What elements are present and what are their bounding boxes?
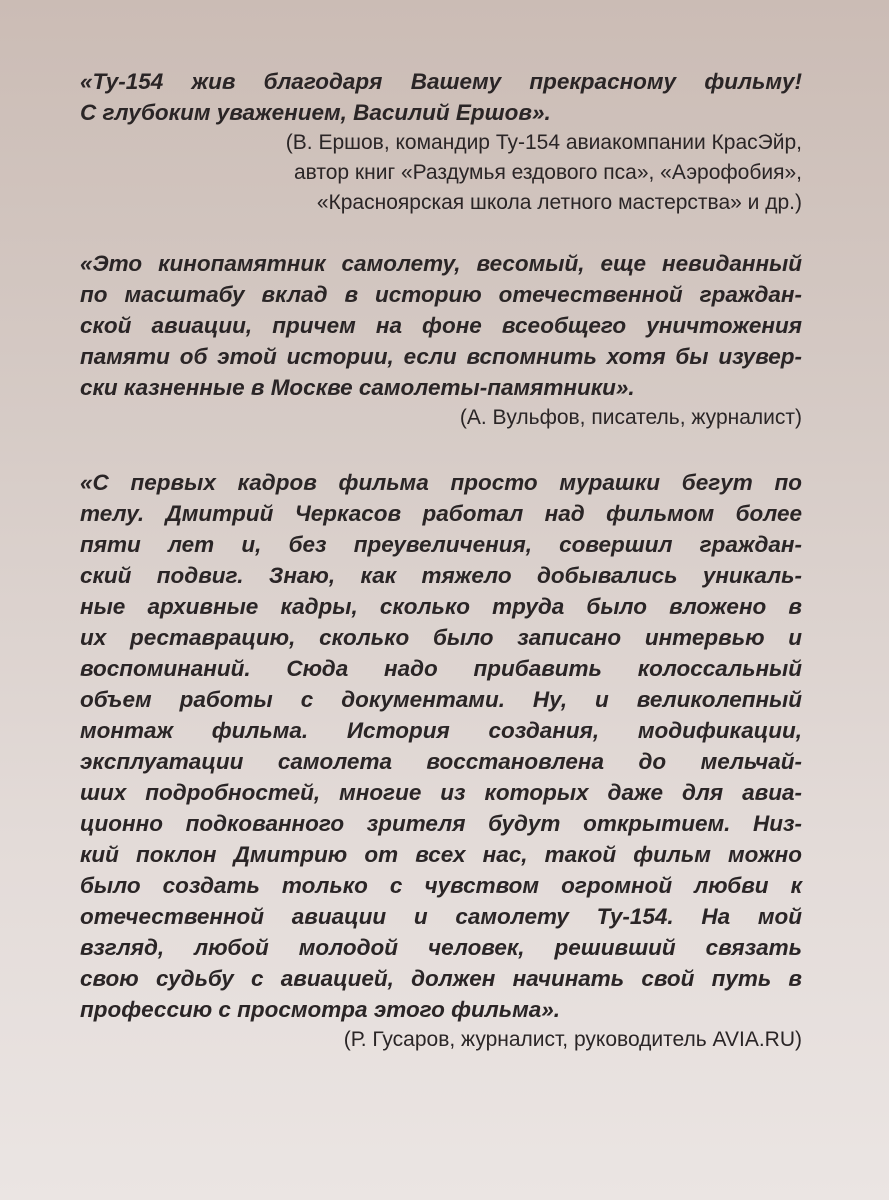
quote-line: «Это кинопамятник самолету, весомый, еще невиданный bbox=[80, 251, 802, 276]
quote-line: кий поклон Дмитрию от всех нас, такой фильм можно bbox=[80, 842, 802, 867]
quote-line: ные архивные кадры, сколько труда было вложено в bbox=[80, 594, 802, 619]
quote-line: свою судьбу с авиацией, должен начинать свой путь в bbox=[80, 966, 802, 991]
attribution-line: (В. Ершов, командир Ту-154 авиакомпании КрасЭйр, bbox=[285, 131, 802, 154]
attribution-line: (Р. Гусаров, журналист, руководитель AVIA.RU) bbox=[343, 1028, 802, 1051]
quote-text bbox=[80, 467, 802, 1025]
quote-line: «Ту-154 жив благодаря Вашему прекрасному фильму! bbox=[80, 69, 802, 94]
testimonial-gusarov bbox=[80, 467, 802, 1055]
attribution-line: (А. Вульфов, писатель, журналист) bbox=[459, 406, 802, 429]
quote-line: ски казненные в Москве самолеты-памятники». bbox=[80, 375, 635, 400]
quote-line: их реставрацию, сколько было записано интервью и bbox=[80, 625, 802, 650]
testimonials-page bbox=[80, 66, 802, 1055]
quote-line: телу. Дмитрий Черкасов работал над фильмом более bbox=[80, 501, 802, 526]
quote-line: отечественной авиации и самолету Ту-154. На мой bbox=[80, 904, 802, 929]
quote-line: С глубоким уважением, Василий Ершов». bbox=[80, 100, 551, 125]
quote-line: объем работы с документами. Ну, и великолепный bbox=[80, 687, 802, 712]
quote-text bbox=[80, 248, 802, 403]
quote-attribution bbox=[80, 403, 802, 433]
quote-line: было создать только с чувством огромной любви к bbox=[80, 873, 802, 898]
quote-line: «С первых кадров фильма просто мурашки бегут по bbox=[80, 470, 802, 495]
testimonial-ershov bbox=[80, 66, 802, 218]
quote-line: взгляд, любой молодой человек, решивший связать bbox=[80, 935, 802, 960]
attribution-line: «Красноярская школа летного мастерства» и др.) bbox=[316, 191, 802, 214]
quote-line: памяти об этой истории, если вспомнить хотя бы изувер- bbox=[80, 344, 802, 369]
quote-attribution bbox=[80, 1025, 802, 1055]
quote-line: профессию с просмотра этого фильма». bbox=[80, 997, 561, 1022]
quote-line: ской авиации, причем на фоне всеобщего уничтожения bbox=[80, 313, 802, 338]
quote-line: эксплуатации самолета восстановлена до мельчай- bbox=[80, 749, 802, 774]
quote-line: воспоминаний. Сюда надо прибавить колоссальный bbox=[80, 656, 802, 681]
quote-line: по масштабу вклад в историю отечественной граждан- bbox=[80, 282, 802, 307]
quote-line: ский подвиг. Знаю, как тяжело добывались уникаль- bbox=[80, 563, 802, 588]
quote-line: ших подробностей, многие из которых даже для авиа- bbox=[80, 780, 802, 805]
attribution-line: автор книг «Раздумья ездового пса», «Аэрофобия», bbox=[293, 161, 802, 184]
quote-line: пяти лет и, без преувеличения, совершил граждан- bbox=[80, 532, 802, 557]
quote-text bbox=[80, 66, 802, 128]
testimonial-vulfov bbox=[80, 248, 802, 433]
quote-line: монтаж фильма. История создания, модификации, bbox=[80, 718, 802, 743]
quote-attribution bbox=[80, 128, 802, 218]
quote-line: ционно подкованного зрителя будут открытием. Низ- bbox=[80, 811, 802, 836]
